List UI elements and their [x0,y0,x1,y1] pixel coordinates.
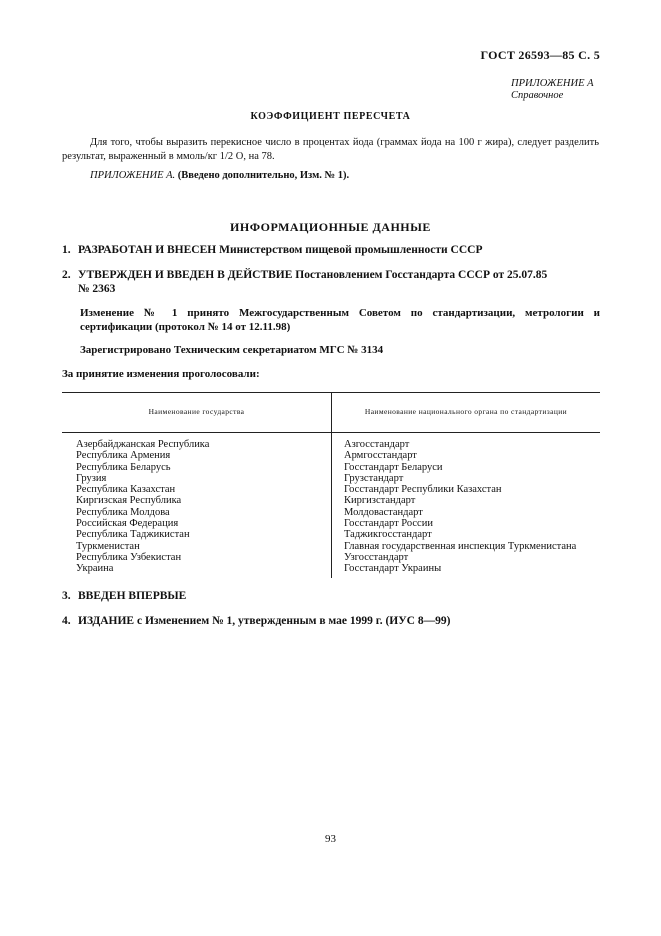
item-number: 4. [62,615,71,627]
item-number: 1. [62,244,71,256]
table-cell-state: Туркменистан [76,540,140,552]
table-cell-body: Узгосстандарт [344,551,409,563]
item-text: УТВЕРЖДЕН И ВВЕДЕН В ДЕЙСТВИЕ Постановлением Госстандарта СССР от 25.07.85 [78,269,548,281]
table-cell-state: Республика Беларусь [76,461,171,473]
item-text: ИЗДАНИЕ с Изменением № 1, утвержденным в мае 1999 г. (ИУС 8—99) [78,615,451,627]
appendix-type: Справочное [511,90,564,101]
table-cell-state: Республика Узбекистан [76,551,182,563]
document-reference: ГОСТ 26593—85 С. 5 [480,48,600,62]
table-cell-state: Республика Армения [76,450,171,462]
table-cell-state: Республика Молдова [76,506,170,518]
appendix-label-block [511,78,594,102]
item-text-continuation: № 2363 [78,283,116,295]
votes-header: За принятие изменения проголосовали: [62,368,260,380]
table-header-rule [62,432,600,433]
table-cell-body: Госстандарт Украины [344,563,442,575]
appendix-label: ПРИЛОЖЕНИЕ А [511,78,594,89]
table-cell-body: Грузстандарт [344,472,404,484]
table-column-divider [331,392,332,578]
page-number: 93 [325,833,336,845]
info-item-2 [62,268,600,296]
item-text: ВВЕДЕН ВПЕРВЫЕ [78,590,187,602]
appendix-note [90,170,349,181]
table-cell-body: Азгосстандарт [344,439,410,450]
table-cell-body: Госстандарт России [344,518,433,530]
info-item-1 [62,243,600,257]
table-cell-state: Киргизская Республика [76,495,182,507]
voting-table [62,392,600,578]
table-cell-state: Российская Федерация [76,518,179,530]
table-header-body: Наименование национального органа по стандартизации [364,407,568,416]
table-cell-body: Армгосстандарт [344,450,417,462]
bodies-column [344,439,576,575]
table-cell-body: Госстандарт Беларуси [344,461,443,473]
info-item-4 [62,614,600,628]
coefficient-title: КОЭФФИЦИЕНТ ПЕРЕСЧЕТА [250,111,411,122]
table-cell-body: Госстандарт Республики Казахстан [344,484,502,496]
table-cell-state: Республика Таджикистан [76,529,190,541]
table-cell-state: Грузия [76,472,107,484]
table-cell-body: Киргизстандарт [344,495,416,507]
amendment-paragraph: Изменение № 1 принято Межгосударственным Советом по стандартизации, метрологии и сертификации (протокол № 14 от 12.11.98) [80,307,600,333]
table-cell-state: Республика Казахстан [76,484,176,496]
item-number: 2. [62,269,71,281]
item-number: 3. [62,590,71,602]
states-column [76,439,209,575]
table-cell-body: Таджикгосстандарт [344,529,432,541]
info-title: ИНФОРМАЦИОННЫЕ ДАННЫЕ [230,220,431,234]
table-cell-state: Украина [76,563,114,575]
appendix-note-text: (Введено дополнительно, Изм. № 1). [175,170,350,181]
appendix-note-label: ПРИЛОЖЕНИЕ А. [90,170,176,181]
table-cell-state: Азербайджанская Республика [76,439,210,450]
info-item-3 [62,589,600,603]
table-header-state: Наименование государства [148,407,245,416]
item-text: РАЗРАБОТАН И ВНЕСЕН Министерством пищевой промышленности СССР [78,244,483,256]
registration-paragraph: Зарегистрировано Техническим секретариатом МГС № 3134 [80,344,384,356]
coefficient-paragraph: Для того, чтобы выразить перекисное число в процентах йода (граммах йода на 100 г жира), следует разделить результат, выраженный в ммоль/кг 1/2 О, на 78. [62,137,599,162]
table-cell-body: Главная государственная инспекция Туркменистана [344,540,577,552]
table-cell-body: Молдовастандарт [344,506,423,518]
